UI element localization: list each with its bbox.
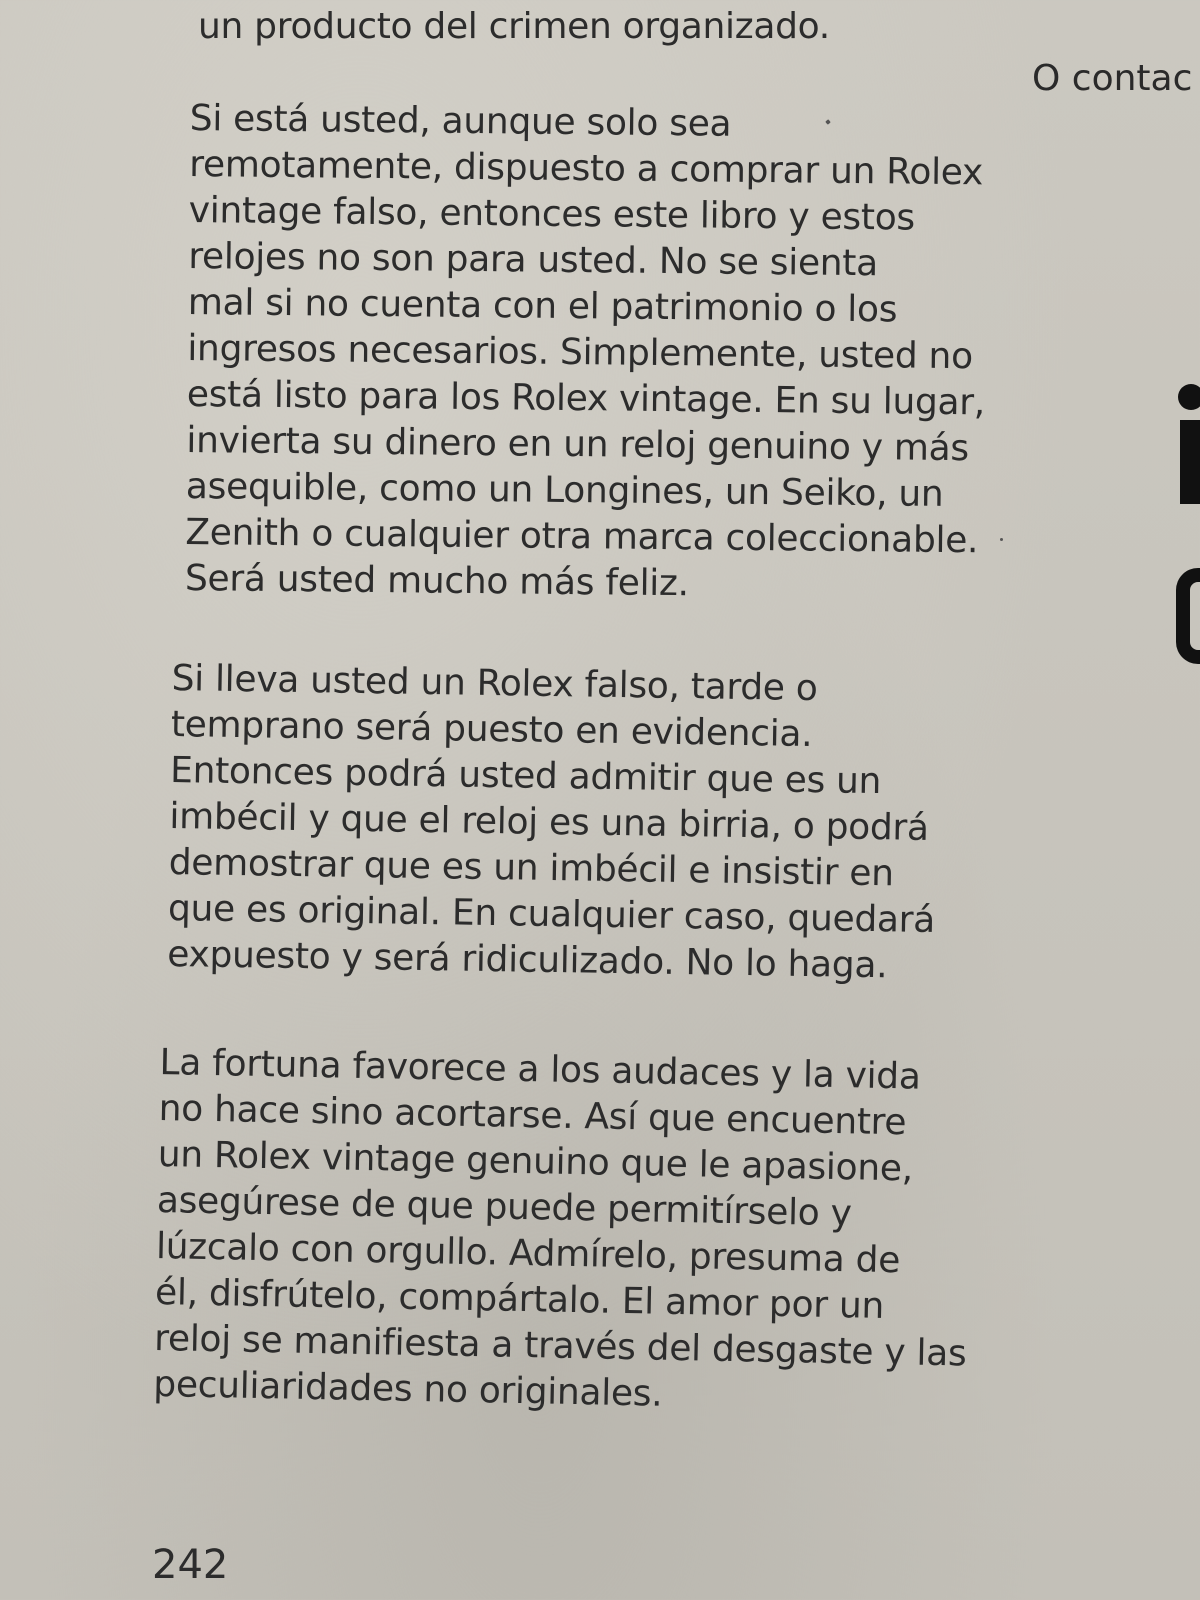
paragraph-2 [167,656,939,990]
text-line: vintage falso, entonces este libro y estos [188,189,916,239]
text-line: lúzcalo con orgullo. Admírelo, presuma de [155,1225,901,1282]
text-line: asegúrese de que puede permitírselo y [156,1179,853,1235]
heavy-glyph-dot [1178,384,1200,410]
heavy-glyph-curve [1176,568,1200,664]
text-line: un Rolex vintage genuino que le apasione, [157,1133,914,1190]
text-line: Será usted mucho más feliz. [184,557,689,605]
text-line: está listo para los Rolex vintage. En su lugar, [186,373,986,424]
text-line: Zenith o cualquier otra marca coleccionable. [185,511,979,562]
text-line: remotamente, dispuesto a comprar un Rolex [189,143,984,194]
adjacent-page-text: O contac [1032,58,1193,99]
text-line: reloj se manifiesta a través del desgaste y las [153,1317,967,1375]
text-line: no hace sino acortarse. Así que encuentre [158,1087,907,1144]
text-line: expuesto y será ridiculizado. No lo haga. [166,933,888,987]
text-line: asequible, como un Longines, un Seiko, un [185,465,944,515]
top-text-fragment [198,4,830,50]
text-line: ingresos necesarios. Simplemente, usted no [187,327,974,378]
text-line: que es original. En cualquier caso, quedará [167,887,936,942]
text-line: imbécil y que el reloj es una birria, o podrá [169,795,930,849]
heavy-glyph-stem [1180,420,1200,504]
page-number: 242 [152,1542,229,1588]
paragraph-1 [185,96,988,610]
text-line: temprano será puesto en evidencia. [170,703,813,756]
text-line: relojes no son para usted. No se sienta [188,235,879,285]
paragraph-3 [153,1040,972,1424]
text-line: él, disfrútelo, compártalo. El amor por un [154,1271,885,1327]
paper-speck [1000,538,1003,541]
text-line: peculiaridades no originales. [152,1363,663,1415]
text-line: un producto del crimen organizado. [198,6,830,47]
text-line: demostrar que es un imbécil e insistir en [168,841,895,895]
text-line: invierta su dinero en un reloj genuino y más [186,419,970,470]
text-line: Si está usted, aunque solo sea [189,97,732,145]
text-line: La fortuna favorece a los audaces y la vida [159,1041,921,1098]
text-line: mal si no cuenta con el patrimonio o los [187,281,898,331]
text-line: Si lleva usted un Rolex falso, tarde o [171,657,818,710]
text-line: Entonces podrá usted admitir que es un [169,749,882,803]
